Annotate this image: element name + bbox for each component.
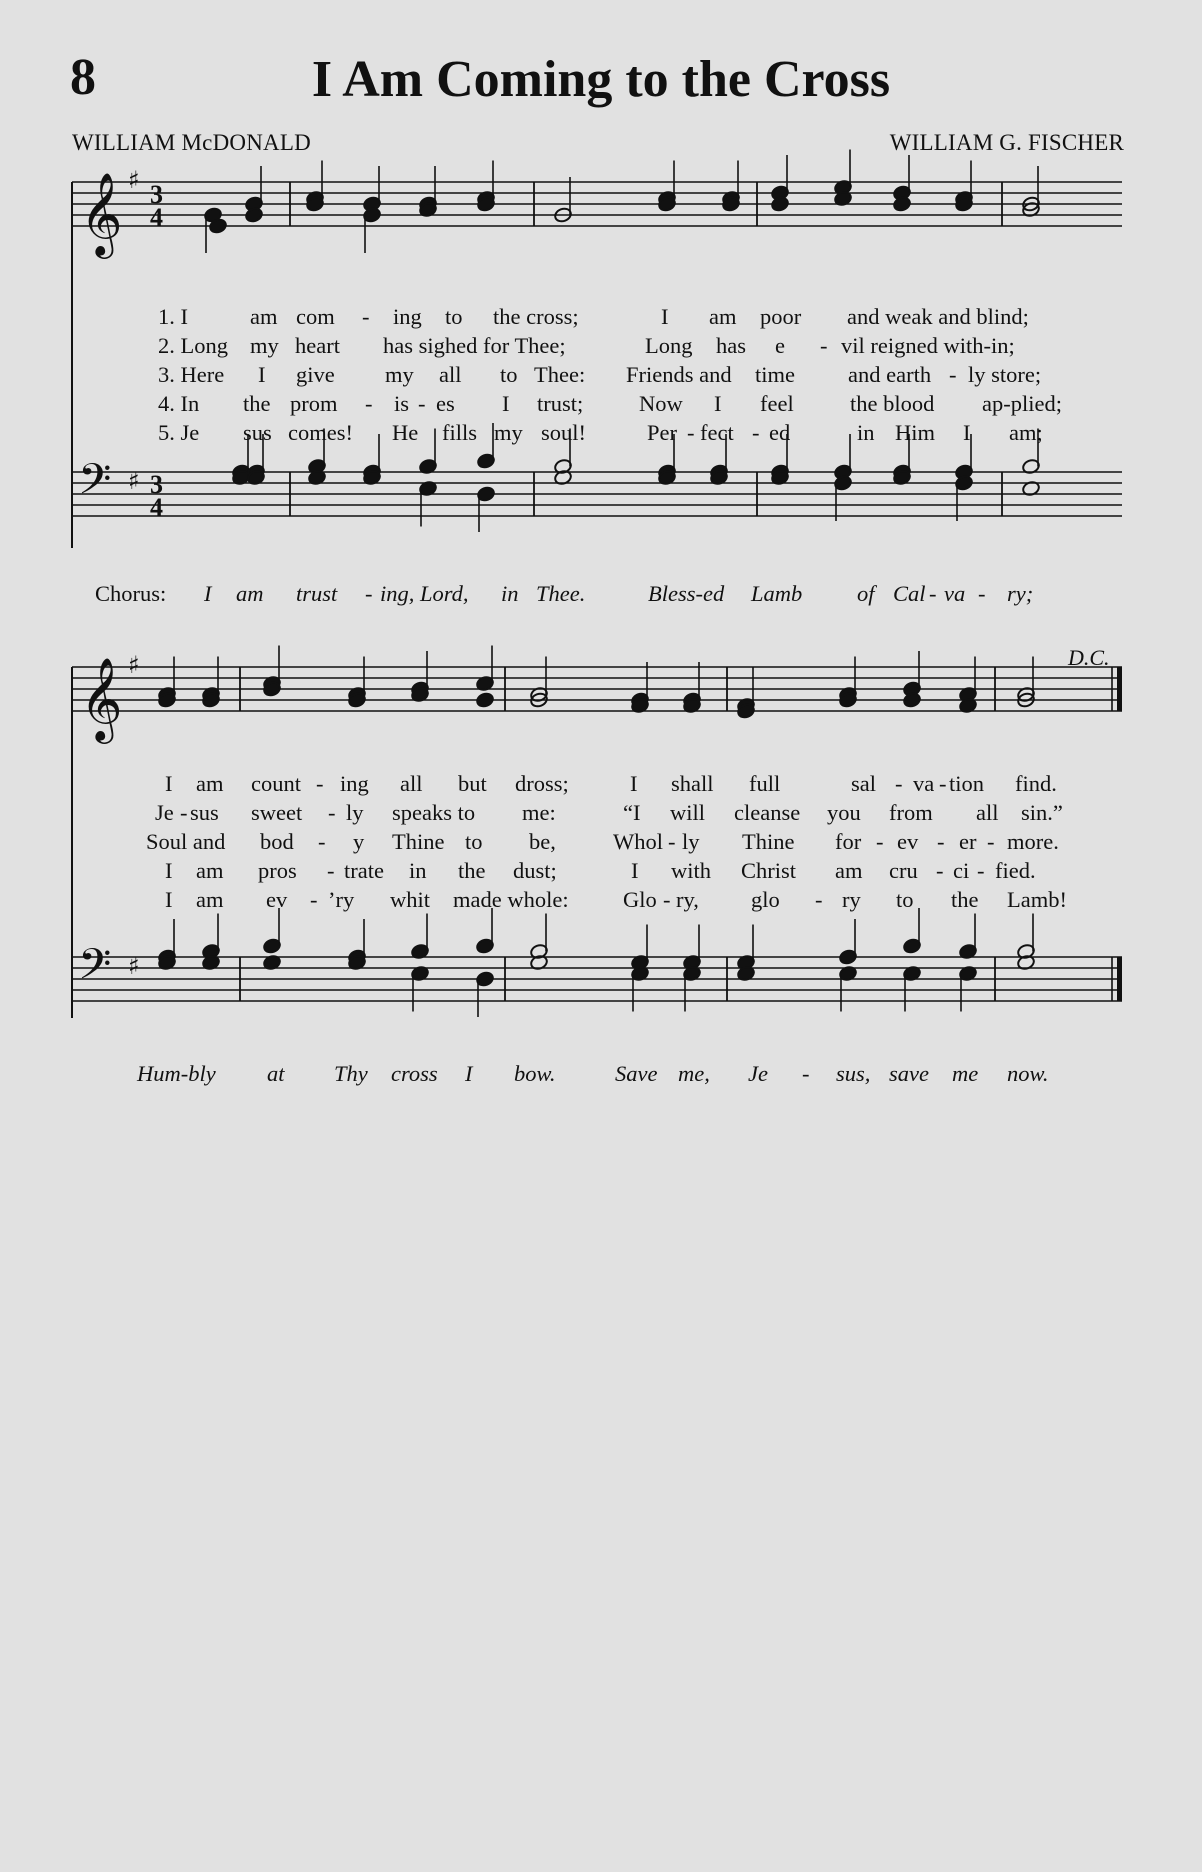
lyric: Him — [895, 420, 936, 445]
lyric: 1. I — [158, 304, 188, 329]
lyric: ry — [842, 887, 861, 912]
system1-bass-staff — [0, 450, 1202, 570]
music-credit: WILLIAM G. FISCHER — [889, 130, 1124, 155]
lyric: I — [258, 362, 266, 387]
lyric: I — [714, 391, 722, 416]
lyric: - — [978, 581, 986, 606]
lyric: Friends and — [626, 362, 732, 387]
lyric: Thine — [392, 829, 445, 854]
lyric: in — [501, 581, 519, 606]
lyric: am — [196, 771, 224, 796]
lyric: comes! — [288, 420, 353, 445]
lyric: sal — [851, 771, 876, 796]
lyric: find. — [1015, 771, 1057, 796]
lyric: ing — [393, 304, 422, 329]
lyric: ly — [346, 800, 364, 825]
sharp-icon: ♯ — [128, 952, 140, 980]
lyric: the blood — [850, 391, 935, 416]
lyric: the cross; — [493, 304, 579, 329]
system2-treble-staff — [0, 645, 1202, 765]
lyric: the — [458, 858, 486, 883]
lyric: - — [418, 391, 426, 416]
time-signature-bottom: 4 — [150, 493, 163, 522]
lyric: - — [687, 420, 695, 445]
lyric: dross; — [515, 771, 569, 796]
lyric: ly store; — [968, 362, 1042, 387]
lyric: soul! — [541, 420, 586, 445]
lyric: I — [630, 771, 638, 796]
lyric: 5. Je — [158, 420, 200, 445]
lyric: the — [951, 887, 979, 912]
lyric: Glo — [623, 887, 657, 912]
lyric: to — [445, 304, 463, 329]
lyric: - — [949, 362, 957, 387]
lyric: is — [394, 391, 410, 416]
lyric: my — [385, 362, 414, 387]
lyric: Thee: — [534, 362, 586, 387]
lyric: sus — [190, 800, 219, 825]
lyric: I — [165, 858, 173, 883]
lyric: es — [436, 391, 455, 416]
lyric: with — [671, 858, 712, 883]
lyric: Now — [639, 391, 683, 416]
lyric: has — [716, 333, 746, 358]
lyric: trust; — [537, 391, 584, 416]
lyric: ’ry — [328, 887, 355, 912]
lyric: bow. — [514, 1061, 556, 1086]
lyric: er — [959, 829, 977, 854]
lyric: in — [857, 420, 875, 445]
lyric: - — [752, 420, 760, 445]
lyric: to — [896, 887, 914, 912]
lyric: vil reigned with-in; — [841, 333, 1015, 358]
lyric: to — [465, 829, 483, 854]
lyric: made whole: — [453, 887, 569, 912]
lyric: Whol — [613, 829, 663, 854]
lyric: - — [316, 771, 324, 796]
lyric: - — [937, 829, 945, 854]
lyric: - — [365, 391, 373, 416]
sharp-icon: ♯ — [128, 651, 140, 679]
lyric: but — [458, 771, 487, 796]
lyric: ly — [682, 829, 700, 854]
lyric: more. — [1007, 829, 1059, 854]
treble-clef-icon: 𝄞 — [80, 656, 123, 740]
lyric: feel — [760, 391, 794, 416]
lyric: ry; — [1007, 581, 1034, 606]
bass-clef-icon: 𝄢 — [78, 940, 112, 1000]
lyric: full — [749, 771, 781, 796]
lyric: - — [987, 829, 995, 854]
lyric: me, — [678, 1061, 710, 1086]
lyric: I — [661, 304, 669, 329]
lyric: all — [976, 800, 999, 825]
lyric: I — [631, 858, 639, 883]
lyric: has sighed for Thee; — [383, 333, 566, 358]
lyric: I — [165, 887, 173, 912]
lyric: dust; — [513, 858, 557, 883]
lyric: I — [465, 1061, 473, 1086]
final-barline-thick — [1117, 667, 1122, 711]
lyric: fied. — [995, 858, 1036, 883]
lyric: - — [802, 1061, 810, 1086]
lyric: 4. In — [158, 391, 200, 416]
lyric: e — [775, 333, 785, 358]
lyric: tion — [949, 771, 985, 796]
lyric: whit — [390, 887, 431, 912]
hymn-number: 8 — [70, 49, 96, 106]
lyric: va — [913, 771, 935, 796]
system2-verse-lyrics — [0, 771, 1202, 921]
lyric: Soul and — [146, 829, 226, 854]
lyric: y — [353, 829, 365, 854]
chorus-line-1 — [0, 581, 1202, 611]
lyric: give — [296, 362, 335, 387]
lyric: am — [250, 304, 278, 329]
lyric: am — [709, 304, 737, 329]
lyric: - — [327, 858, 335, 883]
lyric: sus, — [836, 1061, 871, 1086]
lyric: sus — [243, 420, 272, 445]
lyric: in — [409, 858, 427, 883]
system2-bass-staff — [0, 935, 1202, 1055]
lyric: Long — [645, 333, 693, 358]
lyric: I — [165, 771, 173, 796]
lyric: I — [963, 420, 971, 445]
lyric: Per — [647, 420, 677, 445]
lyric: - — [668, 829, 676, 854]
system1-verse-lyrics — [0, 304, 1202, 454]
lyric: time — [755, 362, 795, 387]
lyric: shall — [671, 771, 714, 796]
lyric: bod — [260, 829, 294, 854]
lyric: I — [204, 581, 212, 606]
sharp-icon: ♯ — [128, 467, 140, 495]
lyric: - — [939, 771, 947, 796]
lyric: and weak and blind; — [847, 304, 1029, 329]
lyric: cru — [889, 858, 918, 883]
lyric: am — [196, 887, 224, 912]
lyric: at — [267, 1061, 285, 1086]
lyric: Je — [155, 800, 174, 825]
lyric: sweet — [251, 800, 303, 825]
lyric: glo — [751, 887, 780, 912]
lyric: He — [392, 420, 419, 445]
lyric: ci — [953, 858, 970, 883]
time-signature-top: 3 — [150, 180, 163, 209]
lyric: count — [251, 771, 301, 796]
lyric: - — [936, 858, 944, 883]
lyric: am — [236, 581, 264, 606]
lyric: trate — [344, 858, 384, 883]
words-credit: WILLIAM McDONALD — [72, 130, 311, 155]
lyric: pros — [258, 858, 297, 883]
lyric: poor — [760, 304, 802, 329]
lyric: speaks to — [392, 800, 476, 825]
lyric: me: — [522, 800, 556, 825]
lyric: am — [196, 858, 224, 883]
final-barline-thick — [1117, 957, 1122, 1001]
time-signature-bottom: 4 — [150, 203, 163, 232]
lyric: - — [310, 887, 318, 912]
lyric: - — [876, 829, 884, 854]
lyric: heart — [295, 333, 340, 358]
chorus-label: Chorus: — [95, 581, 167, 606]
hymn-title: I Am Coming to the Cross — [311, 51, 891, 108]
sharp-icon: ♯ — [128, 166, 140, 194]
lyric: the — [243, 391, 271, 416]
lyric: Christ — [741, 858, 797, 883]
lyric: - — [362, 304, 370, 329]
lyric: to — [500, 362, 518, 387]
lyric: - — [820, 333, 828, 358]
lyric: now. — [1007, 1061, 1049, 1086]
lyric: Save — [615, 1061, 658, 1086]
lyric: Lamb — [751, 581, 803, 606]
lyric: Thy — [334, 1061, 368, 1086]
lyric: - — [365, 581, 373, 606]
lyric: “I — [623, 800, 641, 825]
lyric: - — [929, 581, 937, 606]
lyric: all — [400, 771, 423, 796]
lyric: am; — [1009, 420, 1043, 445]
lyric: you — [827, 800, 861, 825]
lyric: save — [889, 1061, 929, 1086]
lyric: be, — [529, 829, 556, 854]
lyric: for — [835, 829, 862, 854]
lyric: my — [250, 333, 279, 358]
lyric: prom — [290, 391, 338, 416]
system1-treble-staff — [0, 160, 1202, 280]
lyric: ry, — [676, 887, 699, 912]
lyric: trust — [296, 581, 338, 606]
lyric: Hum-bly — [137, 1061, 216, 1086]
lyric: ap-plied; — [982, 391, 1062, 416]
lyric: from — [889, 800, 933, 825]
time-signature-top: 3 — [150, 470, 163, 499]
lyric: - — [318, 829, 326, 854]
lyric: 3. Here — [158, 362, 225, 387]
lyric: - — [328, 800, 336, 825]
lyric: fect — [700, 420, 734, 445]
lyric: Bless-ed — [648, 581, 725, 606]
lyric: ev — [897, 829, 919, 854]
lyric: ing — [340, 771, 369, 796]
lyric: Thine — [742, 829, 795, 854]
lyric: com — [296, 304, 335, 329]
lyric: 2. Long — [158, 333, 228, 358]
lyric: will — [670, 800, 706, 825]
bass-clef-icon: 𝄢 — [78, 455, 112, 515]
lyric: ed — [769, 420, 791, 445]
lyric: - — [180, 800, 188, 825]
da-capo-mark: D.C. — [1068, 645, 1110, 670]
lyric: me — [952, 1061, 979, 1086]
lyric: - — [977, 858, 985, 883]
note-head — [475, 692, 494, 709]
lyric: cleanse — [734, 800, 801, 825]
lyric: of — [857, 581, 875, 606]
treble-clef-icon: 𝄞 — [80, 171, 123, 255]
lyric: and earth — [848, 362, 932, 387]
lyric: Thee. — [536, 581, 586, 606]
lyric: am — [835, 858, 863, 883]
lyric: - — [663, 887, 671, 912]
lyric: - — [815, 887, 823, 912]
lyric: Cal — [893, 581, 926, 606]
lyric: ev — [266, 887, 288, 912]
lyric: cross — [391, 1061, 438, 1086]
lyric: ing, Lord, — [380, 581, 469, 606]
lyric: fills — [442, 420, 478, 445]
lyric: my — [494, 420, 523, 445]
lyric: sin.” — [1021, 800, 1063, 825]
lyric: Je — [748, 1061, 768, 1086]
chorus-line-2 — [0, 1061, 1202, 1091]
lyric: va — [944, 581, 966, 606]
lyric: all — [439, 362, 462, 387]
lyric: - — [895, 771, 903, 796]
lyric: I — [502, 391, 510, 416]
lyric: Lamb! — [1007, 887, 1067, 912]
